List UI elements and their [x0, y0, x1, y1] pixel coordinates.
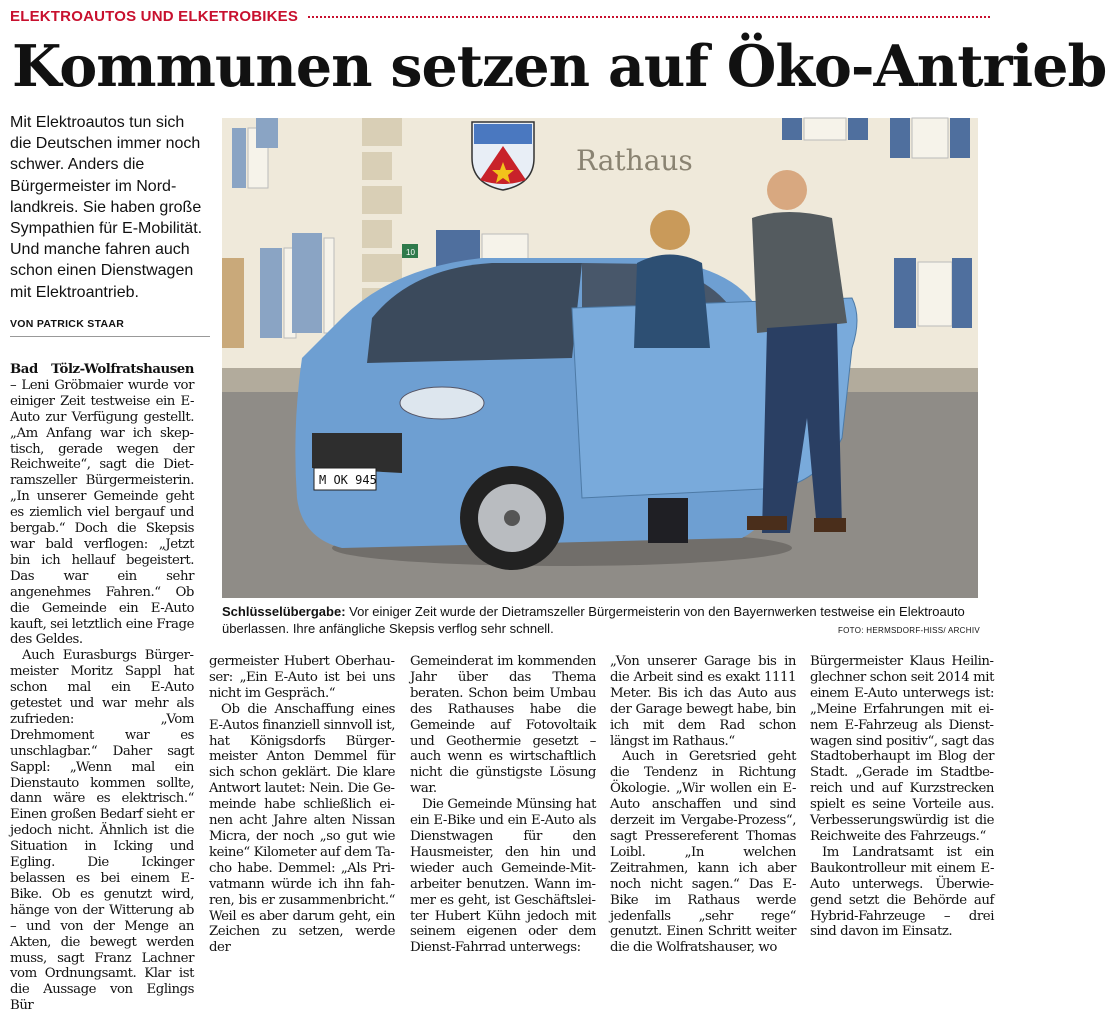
article-photo: [222, 118, 978, 598]
byline: VON PATRICK STAAR: [10, 318, 210, 337]
lead-paragraph: Mit Elektroautos tun sich die Deutschen immer noch schwer. Anders die Bürgermeister im Nordlandkreis. Sie haben große Sympathien für E-Mobilität. Und manche fahren auch schon einen Dienstwagen mit Elektroantrieb.: [10, 114, 203, 301]
body-column-4: [610, 654, 796, 956]
section-kicker: [10, 7, 990, 25]
body-paragraph: germeister Hubert Oberhauser: „Ein E-Auto ist bei uns nicht im Gespräch.“: [209, 654, 395, 701]
body-paragraph: Ob die Anschaffung eines E-Autos finanziell sinnvoll ist, hat Königsdorfs Bürgermeister Anton Demmel für sich schon geklärt. Die klare Antwort lautet: Nein. Die Gemeinde habe schließlich einen acht Jahre alten Nissan Micra, der noch „so gut wie keine“ Kilometer auf dem Tacho habe. Demmel: „Als Privatmann würde ich ihn fahren, bis er zusammenbricht.“ Weil es aber darum geht, ein Zeichen zu setzen, werde der: [209, 701, 395, 956]
plate-text: M OK 945: [319, 473, 377, 487]
house-number: 10: [406, 248, 415, 257]
body-paragraph: Auch in Geretsried geht die Tendenz in Richtung Ökologie. „Wir wollen ein E-Auto anschaffen und sind derzeit im Vergabe-Prozess“, sagt Pressereferent Thomas Loibl. „In welchen Zeitrahmen, kann ich aber noch nicht sagen.“ Das E-Bike im Rathaus werde jedenfalls „sehr rege“ genutzt. Einen Schritt weiter die die Wolfratshauser, wo: [610, 749, 796, 956]
rathaus-sign: Rathaus: [576, 144, 693, 177]
body-paragraph: Im Landratsamt ist ein Baukontrolleur mit einem E-Auto unterwegs. Überwiegend setzt die Behörde auf Hybrid-Fahrzeuge – drei sind davon im Einsatz.: [810, 844, 994, 940]
body-paragraph: „Von unserer Garage bis in die Arbeit sind es exakt 1111 Meter. Bis ich das Auto aus der Garage bewegt habe, bin ich mit dem Rad schon längst im Rathaus.“: [610, 654, 796, 749]
body-paragraph: Auch Eurasburgs Bürgermeister Moritz Sappl hat schon mal ein E-Auto getestet und war mehr als zufrieden: „Vom Drehmoment war es unschlagbar.“ Daher sagt Sappl: „Wenn mal ein Dienstauto kommen sollte, dann wäre es elektrisch.“ Einen großen Bedarf sieht er jedoch nicht. Ähnlich ist die Situation in Icking und Egling. Die Ickinger belassen es bei einem E-Bike. Ob es genutzt wird, hänge von der Witterung ab – und von der Menge an Akten, die bewegt werden muss, sagt Franz Lachner vom Ordnungsamt. Klar ist die Aussage von Eglings Bür: [10, 648, 194, 1014]
body-column-5: [810, 654, 994, 940]
body-column-1: [10, 362, 194, 1014]
body-paragraph: Gemeinderat im kommenden Jahr über das Thema beraten. Schon beim Umbau des Rathauses habe die Gemeinde auf Fotovoltaik und Geothermie gesetzt – auch wenn es wirtschaftlich nicht die günstigste Lösung war.: [410, 654, 596, 797]
body-column-2: [209, 654, 395, 956]
caption-text: Vor einiger Zeit wurde der Dietramszeller Bürgermeisterin von den Bayernwerken testweise ein Elektroauto überlassen. Ihre anfängliche Skepsis verflog sehr schnell.: [222, 604, 965, 636]
body-paragraph: Bürgermeister Klaus Heilinglechner schon seit 2014 mit einem E-Auto unterwegs ist: „Meine Erfahrungen mit einem E-Fahrzeug als Dienstwagen sind positiv“, sagt das Stadtoberhaupt im Blog der Stadt. „Gerade im Stadtbereich und auf Kurzstrecken spielt es seine Vorteile aus. Verbesserungswürdig ist die Reichweite des Fahrzeugs.“: [810, 654, 994, 844]
dateline: Bad Tölz-Wolfratshausen: [10, 362, 194, 377]
kicker-label: ELEKTROAUTOS UND ELKETROBIKES: [10, 7, 299, 25]
car-grille: [312, 433, 402, 473]
headline: Kommunen setzen auf Öko-Antrieb: [12, 33, 1106, 100]
body-paragraph: Bad Tölz-Wolfratshausen – Leni Gröbmaier wurde vor einiger Zeit testweise ein E-Auto zur Verfügung gestellt. „Am Anfang war ich skeptisch, gerade wegen der Reichweite“, sagt die Dietramszeller Bürgermeisterin. „In unserer Gemeinde geht es ziemlich viel bergauf und bergab.“ Doch die Skepsis war bald verflogen: „Jetzt bin ich hellauf begeistert. Das war ein sehr angenehmes Fahren.“ Ob die Gemeinde ein E-Auto kauft, sei letztlich eine Frage des Geldes.: [10, 362, 194, 648]
caption-label: Schlüsselübergabe:: [222, 604, 346, 619]
coat-of-arms: [472, 122, 534, 190]
body-paragraph: Die Gemeinde Münsing hat ein E-Bike und ein E-Auto als Dienstwagen für den Hausmeister, den hin und wieder auch Gemeinde-Mitarbeiter benutzen. Wann immer es geht, ist Geschäftsleiter Hubert Kühn jedoch mit seinem eigenen oder dem Dienst-Fahrrad unterwegs:: [410, 797, 596, 956]
photo-credit: FOTO: HERMSDORF-HISS/ ARCHIV: [837, 626, 980, 635]
kicker-rule: [308, 16, 990, 18]
body-column-3: [410, 654, 596, 956]
